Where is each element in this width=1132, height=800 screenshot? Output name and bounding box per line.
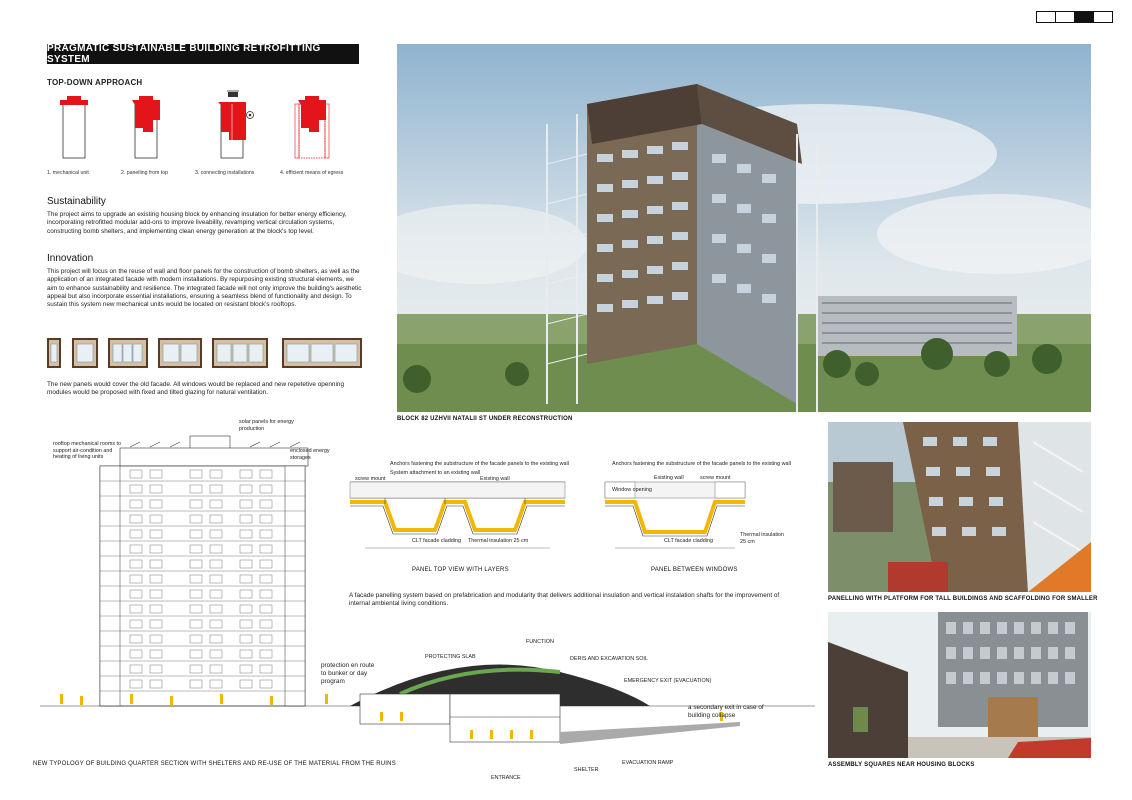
anno-entrance: ENTRANCE	[491, 775, 521, 781]
anno-secondary-exit: a secondary exit in case of building collapse	[688, 704, 764, 719]
page-tab-3-active	[1075, 12, 1094, 22]
anno-debris: DERIS AND EXCAVATION SOIL	[570, 656, 648, 662]
between-screw-label: screw mount	[700, 475, 731, 481]
step-3-icon	[218, 91, 254, 158]
between-anchor-label: Anchors fastening the substructure of the facade panels to the existing wall	[612, 461, 791, 467]
anno-emergency: EMERGENCY EXIT (EVACUATION)	[624, 678, 712, 684]
anno-protection: protection en route to bunker or day program	[321, 662, 375, 685]
page-title: PRAGMATIC SUSTAINABLE BUILDING RETROFITTING SYSTEM	[47, 44, 359, 64]
between-wall-label: Existing wall	[654, 475, 684, 481]
panelling-description: A facade panelling system based on prefabrication and modularity that delivers additional insulation and vertical instalation shafts for the improvement of internal ambiental living conditions.	[349, 592, 780, 608]
between-insulation-label: Thermal insulation 25 cm	[740, 532, 785, 545]
step-1-label: 1. mechanical unit	[47, 170, 89, 176]
step-2-label: 2. panelling from top	[121, 170, 169, 176]
anno-ramp: EVACUATION RAMP	[622, 760, 674, 766]
anno-shelter: SHELTER	[574, 767, 599, 773]
sustainability-heading: Sustainability	[47, 196, 106, 207]
top-clt-label: CLT facade cladding	[412, 538, 461, 544]
innovation-heading: Innovation	[47, 253, 94, 264]
anno-function: FUNCTION	[526, 639, 554, 645]
main-render-photo	[397, 44, 1091, 412]
assembly-squares-photo	[828, 612, 1091, 758]
page-tab-2	[1056, 12, 1075, 22]
right-top-photo-caption: PANELLING WITH PLATFORM FOR TALL BUILDINGS AND SCAFFOLDING FOR SMALLER	[828, 596, 1098, 602]
between-window-label: Window opening	[612, 487, 652, 493]
page-tab-1	[1037, 12, 1056, 22]
sustainability-text: The project aims to upgrade an existing housing block by enhancing insulation for better energy efficiency, incorporating retrofitted modular add-ons to improve liveability, revamping vertical circulation systems, constructing bomb shelters, and implementing clean energy generation at the block's top level.	[47, 211, 347, 235]
right-bottom-photo-caption: ASSEMBLY SQUARES NEAR HOUSING BLOCKS	[828, 762, 975, 768]
top-insulation-label: Thermal insulation 25 cm	[468, 538, 529, 544]
panel-top-caption: PANEL TOP VIEW WITH LAYERS	[412, 567, 509, 573]
between-clt-label: CLT facade cladding	[664, 538, 713, 544]
innovation-text: This project will focus on the reuse of wall and floor panels for the construction of bomb shelters, as well as the application of an integrated facade with modern installations. By repurposing existing structural elements, we aim to enhance sustainability and resilience. The integrated facade will not only improve the building's aesthetic appeal but also incorporate essential installations, ensuring a seamless blend of functionality and design. To sustain this system new mechanical units would be located on resistant block's rooftops.	[47, 268, 362, 309]
anno-solar: solar panels for energy production	[239, 419, 294, 432]
panelling-platform-photo	[828, 422, 1091, 592]
step-4-icon	[295, 96, 329, 158]
step-2-icon	[132, 96, 160, 158]
top-screw-label: screw mount	[355, 476, 386, 482]
step-1-icon	[60, 96, 88, 158]
top-system-label: System attachment to an existing wall	[390, 470, 481, 476]
step-3-label: 3. connecting installations	[195, 170, 255, 176]
anno-energy: enclosed energy storages	[290, 448, 330, 461]
approach-heading: TOP-DOWN APPROACH	[47, 78, 143, 87]
anno-rooftop: rooftop mechanical rooms to support air-condition and heating of living units	[53, 441, 122, 461]
section-caption: NEW TYPOLOGY OF BUILDING QUARTER SECTION WITH SHELTERS AND RE-USE OF THE MATERIAL FROM THE RUINS	[33, 761, 396, 767]
page-tab-4	[1094, 12, 1112, 22]
main-photo-caption: BLOCK 82 UZHVII NATALII ST UNDER RECONSTRUCTION	[397, 416, 573, 422]
page-indicator	[1036, 11, 1113, 23]
top-wall-label: Existing wall	[480, 476, 510, 482]
approach-diagrams	[45, 90, 365, 165]
top-anchor-label: Anchors fastening the substructure of the facade panels to the existing wall	[390, 461, 569, 467]
window-panel-modules	[45, 336, 365, 370]
panels-text: The new panels would cover the old facade. All windows would be replaced and new repetetive openning modules would be proposed with fixed and tilted glazing for natural ventilation.	[47, 381, 345, 397]
step-4-label: 4. efficient means of egress	[280, 170, 344, 176]
anno-protecting-slab: PROTECTING SLAB	[425, 654, 476, 660]
panel-between-caption: PANEL BETWEEN WINDOWS	[651, 567, 738, 573]
